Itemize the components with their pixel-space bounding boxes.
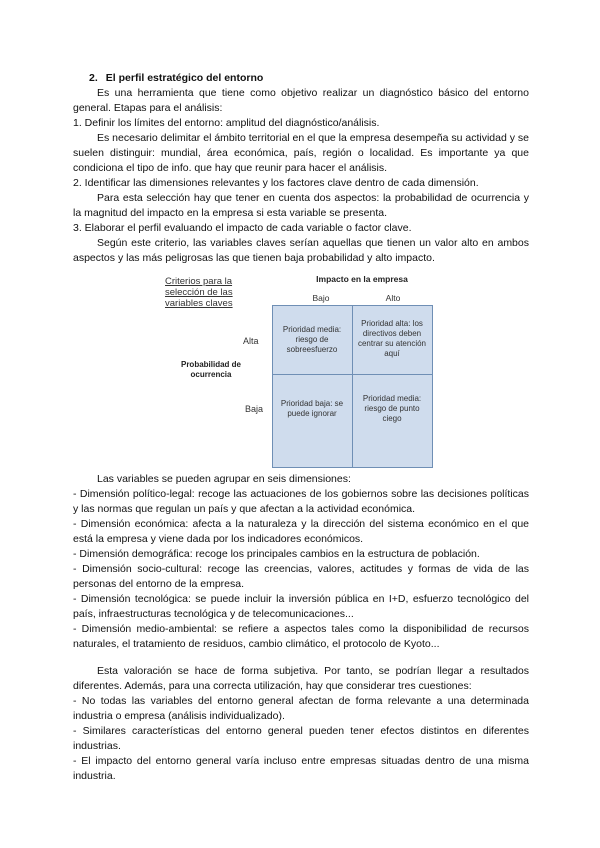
impact-high-label: Alto bbox=[385, 293, 401, 303]
key-variables-matrix bbox=[73, 270, 529, 466]
paragraph: Para esta selección hay que tener en cuenta dos aspectos: la probabilidad de ocurrencia y la magnitud del impacto en la empresa si esta variable se presenta. bbox=[73, 192, 529, 219]
cell-high-prob-high-impact: Prioridad alta: los directivos deben centrar su atención aquí bbox=[357, 319, 427, 358]
grid-divider bbox=[273, 374, 432, 375]
valuation-intro: Esta valoración se hace de forma subjetiva. Por tanto, se podrían llegar a resultados diferentes. Además, para una correcta utilización, hay que considerar tres cuestiones: bbox=[73, 665, 529, 692]
dimension-item: - Dimensión demográfica: recoge los principales cambios en la estructura de población. bbox=[73, 548, 480, 560]
dimension-item: - Dimensión tecnológica: se puede incluir la inversión pública en I+D, esfuerzo tecnológico del país, infraestructuras tecnológica y de telecomunicaciones... bbox=[73, 593, 529, 620]
cell-low-prob-low-impact: Prioridad baja: se puede ignorar bbox=[280, 399, 344, 418]
probability-high-label: Alta bbox=[243, 336, 259, 346]
dimension-item: - Dimensión político-legal: recoge las actuaciones de los gobiernos sobre las decisiones políticas y las normas que regulan un país y que afectan a la actividad económica. bbox=[73, 488, 529, 515]
impact-axis-title: Impacto en la empresa bbox=[316, 274, 408, 284]
section-number: 2. bbox=[89, 72, 98, 84]
probability-axis-title: Probabilidad de ocurrencia bbox=[180, 360, 241, 379]
dimension-item: - Dimensión socio-cultural: recoge las creencias, valores, actitudes y formas de vida de las personas del entorno de la empresa. bbox=[73, 563, 529, 590]
section-title: El perfil estratégico del entorno bbox=[105, 72, 264, 84]
paragraph: Es una herramienta que tiene como objetivo realizar un diagnóstico básico del entorno general. Etapas para el análisis: bbox=[73, 87, 529, 114]
step-item: 3. Elaborar el perfil evaluando el impacto de cada variable o factor clave. bbox=[73, 222, 412, 234]
step-item: 1. Definir los límites del entorno: amplitud del diagnóstico/análisis. bbox=[73, 117, 380, 129]
criteria-title: Criterios para la selección de las variables claves bbox=[165, 276, 233, 309]
dimensions-intro: Las variables se pueden agrupar en seis dimensiones: bbox=[97, 473, 351, 485]
probability-low-label: Baja bbox=[245, 404, 264, 414]
impact-low-label: Bajo bbox=[312, 293, 330, 303]
section-heading bbox=[89, 71, 529, 86]
document-page bbox=[73, 71, 529, 784]
step-item: 2. Identificar las dimensiones relevantes y los factores clave dentro de cada dimensión. bbox=[73, 177, 479, 189]
cell-low-prob-high-impact: Prioridad media: riesgo de punto ciego bbox=[362, 394, 422, 423]
issue-item: - El impacto del entorno general varía incluso entre empresas situadas dentro de una misma industria. bbox=[73, 755, 529, 782]
issue-item: - Similares características del entorno general pueden tener efectos distintos en diferentes industrias. bbox=[73, 725, 529, 752]
paragraph: Según este criterio, las variables claves serían aquellas que tienen un valor alto en ambos aspectos y las más peligrosas las que tienen baja probabilidad y alto impacto. bbox=[73, 237, 529, 264]
dimension-item: - Dimensión económica: afecta a la naturaleza y la dirección del sistema económico en el que está la empresa y viene dada por los indicadores económicos. bbox=[73, 518, 529, 545]
grid-divider bbox=[352, 306, 353, 467]
dimension-item: - Dimensión medio-ambiental: se refiere a aspectos tales como la disponibilidad de recursos naturales, el tratamiento de residuos, cambio climático, el protocolo de Kyoto... bbox=[73, 623, 529, 650]
issue-item: - No todas las variables del entorno general afectan de forma relevante a una determinada industria o empresa (análisis individualizado). bbox=[73, 695, 529, 722]
matrix-grid bbox=[272, 305, 433, 468]
spacer bbox=[73, 652, 529, 664]
paragraph: Es necesario delimitar el ámbito territorial en el que la empresa desempeña su actividad y se suelen distinguir: mundial, área económica, país, región o localidad. Es importante ya que condiciona el tipo de info. que hay que reunir para hacer el análisis. bbox=[73, 132, 529, 174]
cell-high-prob-low-impact: Prioridad media: riesgo de sobreesfuerzo bbox=[282, 325, 342, 354]
